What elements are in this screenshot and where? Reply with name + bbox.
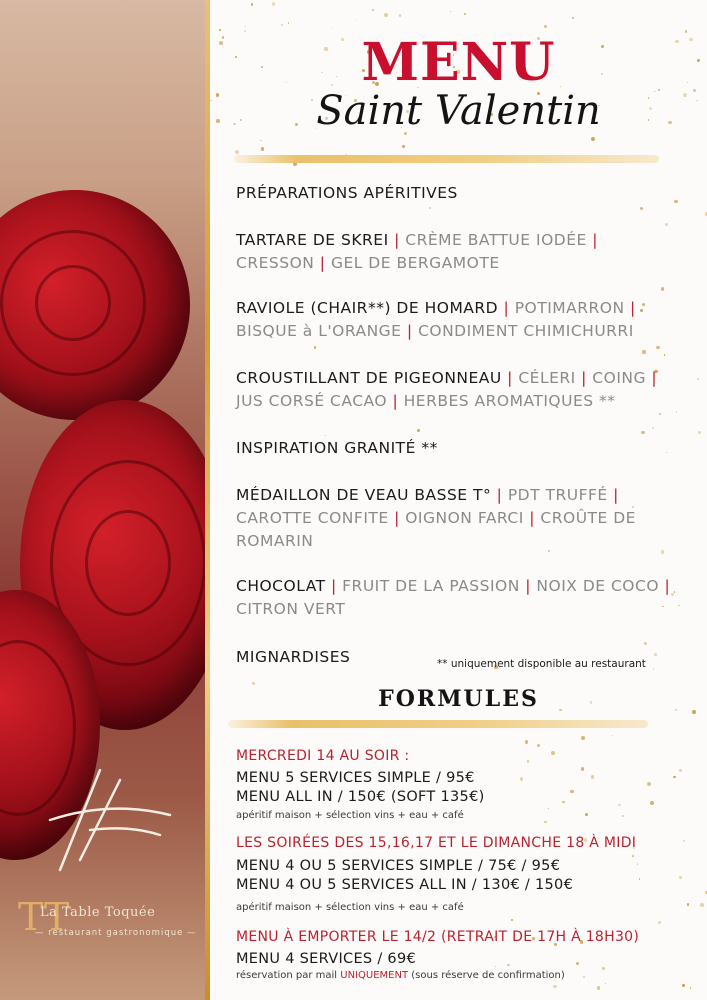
sparkle-dot (665, 223, 668, 226)
sparkle-dot (632, 855, 634, 857)
sparkle-dot (251, 3, 254, 6)
dish-name: CROUSTILLANT DE PIGEONNEAU (236, 369, 502, 387)
sparkle-dot (245, 26, 246, 27)
logo-name: La Table Toquée (40, 905, 156, 920)
menu-item (236, 437, 676, 460)
sparkle-dot (652, 427, 654, 429)
separator: | (624, 299, 636, 317)
sparkle-dot (399, 14, 402, 17)
formule-line: MENU 4 OU 5 SERVICES SIMPLE / 75€ / 95€ (236, 858, 561, 874)
sparkle-dot (673, 776, 676, 779)
separator: | (519, 577, 537, 595)
sparkle-dot (585, 813, 588, 816)
menu-title: MENU (361, 32, 556, 93)
sparkle-dot (642, 350, 646, 354)
sparkle-dot (525, 740, 528, 743)
sparkle-dot (261, 147, 265, 151)
sparkle-dot (520, 777, 523, 780)
sparkle-dot (544, 25, 547, 28)
sparkle-dot (640, 207, 643, 210)
garnish: OIGNON FARCI (405, 509, 524, 527)
dish-name: CHOCOLAT (236, 577, 326, 595)
formule-line: MENU 4 OU 5 SERVICES ALL IN / 130€ / 150€ (236, 877, 574, 893)
formule-line: MENU ALL IN / 150€ (SOFT 135€) (236, 789, 485, 805)
sparkle-dot (495, 966, 496, 967)
reservation-emphasis: UNIQUEMENT (340, 970, 409, 981)
separator: | (325, 577, 343, 595)
sparkle-dot (372, 9, 374, 11)
separator: | (387, 392, 404, 410)
menu-item (236, 229, 676, 275)
separator: | (498, 299, 515, 317)
sparkle-dot (417, 429, 420, 432)
sparkle-dot (219, 29, 221, 31)
sparkle-dot (272, 2, 275, 5)
garnish: NOIX DE COCO (536, 577, 660, 595)
garnish: JUS CORSÉ CACAO (236, 392, 388, 410)
dish-name: RAVIOLE (CHAIR**) DE HOMARD (236, 299, 499, 317)
formule-heading: LES SOIRÉES DES 15,16,17 ET LE DIMANCHE 18 À MIDI (236, 835, 637, 851)
sparkle-dot (314, 346, 317, 349)
sparkle-dot (679, 876, 681, 878)
formules-title: FORMULES (378, 686, 539, 712)
garnish: CAROTTE CONFITE (236, 509, 389, 527)
sparkle-dot (583, 976, 585, 978)
menu-item (236, 297, 676, 343)
garnish: GEL DE BERGAMOTE (330, 254, 500, 272)
garnish: FRUIT DE LA PASSION (342, 577, 520, 595)
formule-note: apéritif maison + sélection vins + eau + café (236, 810, 464, 821)
garnish: CRESSON (236, 254, 315, 272)
menu-item (236, 367, 676, 413)
sparkle-dot (650, 801, 654, 805)
sparkle-dot (658, 921, 661, 924)
sparkle-dot (700, 903, 704, 907)
sparkle-dot (676, 411, 677, 412)
garnish: BISQUE à L'ORANGE (236, 322, 402, 340)
separator: | (501, 369, 519, 387)
sparkle-dot (664, 354, 665, 355)
sparkle-dot (622, 815, 623, 816)
formule-note (236, 970, 565, 981)
sparkle-dot (331, 27, 332, 28)
sparkle-dot (687, 903, 689, 905)
gold-brush-divider (234, 155, 659, 163)
sparkle-dot (661, 287, 664, 290)
sparkle-dot (618, 804, 621, 807)
sparkle-dot (450, 11, 451, 12)
sparkle-dot (679, 769, 682, 772)
separator: | (314, 254, 331, 272)
sparkle-dot (639, 878, 640, 879)
sparkle-dot (581, 736, 585, 740)
availability-note: ** uniquement disponible au restaurant (437, 658, 646, 670)
separator: | (388, 231, 406, 249)
sparkle-dot (537, 744, 540, 747)
gold-brush-divider (228, 720, 648, 728)
menu-item (236, 575, 676, 621)
formule-line: MENU 4 SERVICES / 69€ (236, 951, 416, 967)
sparkle-dot (281, 24, 283, 26)
menu-item (236, 484, 676, 553)
separator: | (388, 509, 406, 527)
separator: | (607, 486, 619, 504)
sparkle-dot (548, 808, 549, 809)
sparkle-dot (637, 863, 639, 865)
formule-note: apéritif maison + sélection vins + eau + café (236, 902, 464, 913)
reservation-text: réservation par mail (236, 970, 341, 981)
sparkle-dot (572, 17, 574, 19)
sparkle-dot (576, 962, 579, 965)
garnish: HERBES AROMATIQUES ** (403, 392, 616, 410)
garnish: POTIMARRON (514, 299, 625, 317)
sparkle-dot (325, 435, 326, 436)
sparkle-dot (682, 984, 684, 986)
garnish: CITRON VERT (236, 600, 346, 618)
dish-name: TARTARE DE SKREI (236, 231, 389, 249)
separator: | (401, 322, 419, 340)
sparkle-dot (252, 682, 256, 686)
sparkle-dot (527, 760, 530, 763)
formule-heading: MERCREDI 14 AU SOIR : (236, 748, 410, 764)
roses-photo (0, 0, 208, 1000)
sparkle-dot (570, 790, 574, 794)
sparkle-dot (581, 767, 584, 770)
sparkle-dot (288, 22, 290, 24)
sparkle-dot (605, 983, 606, 984)
sparkle-dot (659, 413, 660, 414)
menu-subtitle: Saint Valentin (316, 88, 601, 134)
dish-name: PRÉPARATIONS APÉRITIVES (236, 184, 458, 202)
sparkle-dot (641, 431, 645, 435)
sparkle-dot (562, 801, 565, 804)
garnish: CROÛTE DE ROMARIN (236, 509, 636, 550)
rose-image (0, 190, 190, 420)
sparkle-dot (690, 987, 691, 988)
sparkle-dot (260, 140, 262, 142)
sparkle-dot (235, 150, 239, 154)
garnish: CRÈME BATTUE IODÉE (405, 231, 587, 249)
sparkle-dot (656, 346, 660, 350)
logo-monogram: TT (18, 895, 70, 939)
sparkle-dot (678, 605, 680, 607)
dish-name: MIGNARDISES (236, 648, 351, 666)
garnish: CONDIMENT CHIMICHURRI (418, 322, 634, 340)
separator: | (646, 369, 658, 387)
sparkle-dot (356, 20, 357, 21)
garnish: PDT TRUFFÉ (507, 486, 608, 504)
separator: | (491, 486, 508, 504)
garnish: CÉLERI (518, 369, 576, 387)
sparkle-dot (612, 735, 614, 737)
separator: | (659, 577, 671, 595)
sparkle-dot (597, 986, 601, 990)
sparkle-dot (698, 431, 701, 434)
dish-name: MÉDAILLON DE VEAU BASSE T° (236, 486, 492, 504)
menu-card (210, 0, 707, 1000)
sparkle-dot (602, 967, 605, 970)
sparkle-dot (697, 378, 699, 380)
formule-line: MENU 5 SERVICES SIMPLE / 95€ (236, 770, 475, 786)
sparkle-dot (511, 919, 513, 921)
sparkle-dot (464, 13, 467, 16)
sparkle-dot (591, 137, 595, 141)
sparkle-dot (647, 782, 651, 786)
sparkle-dot (429, 207, 431, 209)
signature-mark (40, 760, 180, 880)
separator: | (575, 369, 593, 387)
garnish: COING (592, 369, 646, 387)
separator: | (586, 231, 598, 249)
menu-item (236, 182, 676, 205)
sparkle-dot (507, 964, 510, 967)
dish-name: INSPIRATION GRANITÉ ** (236, 439, 438, 457)
formule-heading: MENU À EMPORTER LE 14/2 (RETRAIT DE 17H À 18H30) (236, 929, 640, 945)
logo-tagline: — restaurant gastronomique — (35, 928, 197, 938)
sparkle-dot (384, 13, 388, 17)
sparkle-dot (402, 145, 405, 148)
sparkle-dot (683, 840, 685, 842)
sparkle-dot (591, 775, 594, 778)
sparkle-dot (551, 751, 555, 755)
sparkle-dot (544, 821, 547, 824)
reservation-text: (sous réserve de confirmation) (408, 970, 565, 981)
separator: | (523, 509, 541, 527)
sparkle-dot (553, 985, 556, 988)
